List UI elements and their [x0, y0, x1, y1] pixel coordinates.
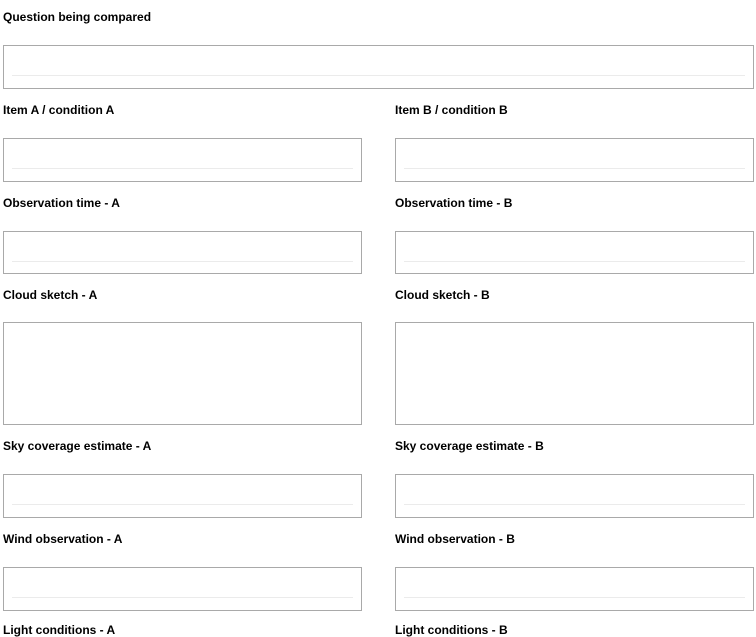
observation-time-b-field[interactable] [395, 231, 754, 274]
cloud-sketch-b-area[interactable] [395, 322, 754, 425]
writing-line [404, 261, 745, 262]
writing-line [404, 168, 745, 169]
writing-line [12, 504, 353, 505]
sky-coverage-a-field[interactable] [3, 474, 362, 518]
sky-coverage-b-label: Sky coverage estimate - B [395, 439, 544, 453]
writing-line [404, 597, 745, 598]
cloud-sketch-a-area[interactable] [3, 322, 362, 425]
cloud-sketch-b-label: Cloud sketch - B [395, 288, 490, 302]
observation-time-a-field[interactable] [3, 231, 362, 274]
wind-b-label: Wind observation - B [395, 532, 515, 546]
light-b-label: Light conditions - B [395, 623, 508, 637]
writing-line [12, 75, 745, 76]
wind-a-label: Wind observation - A [3, 532, 123, 546]
cloud-sketch-a-label: Cloud sketch - A [3, 288, 98, 302]
observation-time-a-label: Observation time - A [3, 196, 120, 210]
item-a-label: Item A / condition A [3, 103, 115, 117]
writing-line [12, 261, 353, 262]
item-b-label: Item B / condition B [395, 103, 508, 117]
item-b-field[interactable] [395, 138, 754, 182]
light-a-label: Light conditions - A [3, 623, 116, 637]
sky-coverage-b-field[interactable] [395, 474, 754, 518]
item-a-field[interactable] [3, 138, 362, 182]
observation-time-b-label: Observation time - B [395, 196, 513, 210]
writing-line [12, 168, 353, 169]
writing-line [404, 504, 745, 505]
question-field[interactable] [3, 45, 754, 89]
wind-a-field[interactable] [3, 567, 362, 611]
sky-coverage-a-label: Sky coverage estimate - A [3, 439, 152, 453]
wind-b-field[interactable] [395, 567, 754, 611]
question-label: Question being compared [3, 10, 152, 24]
writing-line [12, 597, 353, 598]
